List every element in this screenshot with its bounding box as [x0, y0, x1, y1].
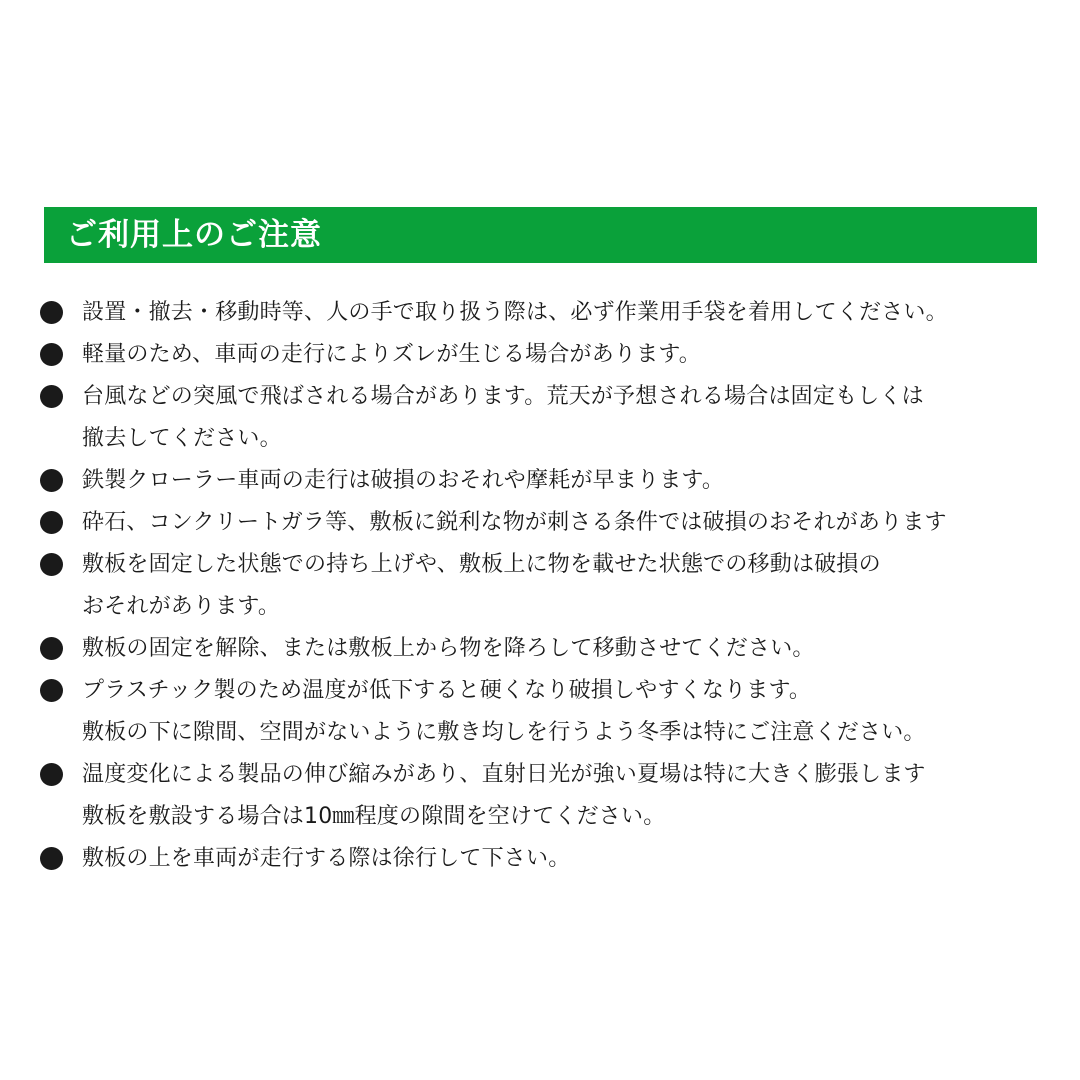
- caution-text: 台風などの突風で飛ばされる場合があります。荒天が予想される場合は固定もしくは: [82, 384, 924, 409]
- caution-item: [40, 376, 1040, 460]
- caution-text: 敷板の上を車両が走行する際は徐行して下さい。: [82, 846, 571, 871]
- section-title: ご利用上のご注意: [66, 216, 322, 253]
- caution-list: [40, 292, 1040, 880]
- bullet-icon: [40, 553, 63, 576]
- caution-item: [40, 670, 1040, 754]
- bullet-icon: [40, 385, 63, 408]
- bullet-icon: [40, 511, 63, 534]
- section-header: [44, 207, 1037, 263]
- caution-item: [40, 292, 1040, 334]
- caution-item: [40, 460, 1040, 502]
- caution-text-continued: 撤去してください。: [82, 426, 282, 451]
- caution-text-continued: 敷板の下に隙間、空間がないように敷き均しを行うよう冬季は特にご注意ください。: [82, 720, 926, 745]
- bullet-icon: [40, 847, 63, 870]
- caution-item: [40, 544, 1040, 628]
- caution-item: [40, 502, 1040, 544]
- bullet-icon: [40, 301, 63, 324]
- caution-item: [40, 628, 1040, 670]
- bullet-icon: [40, 343, 63, 366]
- caution-text: 温度変化による製品の伸び縮みがあり、直射日光が強い夏場は特に大きく膨張します: [82, 762, 926, 787]
- caution-item: [40, 754, 1040, 838]
- caution-text: 敷板を固定した状態での持ち上げや、敷板上に物を載せた状態での移動は破損の: [82, 552, 881, 577]
- bullet-icon: [40, 763, 63, 786]
- caution-item: [40, 838, 1040, 880]
- caution-text: プラスチック製のため温度が低下すると硬くなり破損しやすくなります。: [82, 678, 812, 703]
- caution-text: 鉄製クローラー車両の走行は破損のおそれや摩耗が早まります。: [82, 468, 725, 493]
- bullet-icon: [40, 469, 63, 492]
- caution-text: 軽量のため、車両の走行によりズレが生じる場合があります。: [82, 342, 701, 367]
- caution-text: 敷板の固定を解除、または敷板上から物を降ろして移動させてください。: [82, 636, 815, 661]
- caution-text-continued: 敷板を敷設する場合は10㎜程度の隙間を空けてください。: [82, 804, 666, 829]
- bullet-icon: [40, 637, 63, 660]
- caution-text: 砕石、コンクリートガラ等、敷板に鋭利な物が刺さる条件では破損のおそれがあります: [82, 510, 947, 535]
- caution-text-continued: おそれがあります。: [82, 594, 281, 619]
- bullet-icon: [40, 679, 63, 702]
- caution-item: [40, 334, 1040, 376]
- caution-text: 設置・撤去・移動時等、人の手で取り扱う際は、必ず作業用手袋を着用してください。: [82, 300, 948, 325]
